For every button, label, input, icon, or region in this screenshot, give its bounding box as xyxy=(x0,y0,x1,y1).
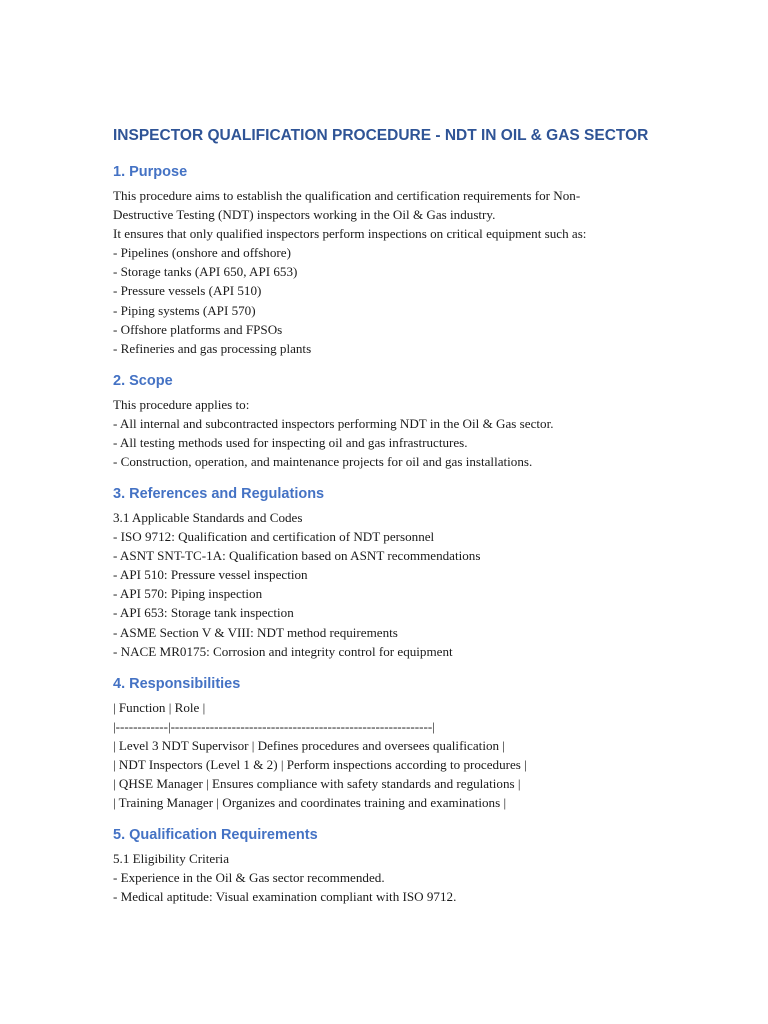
list-item: - Pressure vessels (API 510) xyxy=(113,283,262,299)
section-body xyxy=(113,849,673,906)
document-title: INSPECTOR QUALIFICATION PROCEDURE - NDT IN OIL & GAS SECTOR xyxy=(113,127,649,144)
section-heading: 3. References and Regulations xyxy=(113,486,325,502)
list-item: - Offshore platforms and FPSOs xyxy=(113,321,283,337)
body-line: 3.1 Applicable Standards and Codes xyxy=(113,510,303,525)
table-separator-row: |------------|------------------------------------------------------------| xyxy=(113,719,435,735)
section-body xyxy=(113,395,673,471)
table-row: | Level 3 NDT Supervisor | Defines procedures and oversees qualification | xyxy=(113,738,505,754)
list-item: - Refineries and gas processing plants xyxy=(113,340,312,356)
list-item: - Pipelines (onshore and offshore) xyxy=(113,245,291,261)
section-body xyxy=(113,186,673,358)
body-line: This procedure aims to establish the qualification and certification requirements for Non- xyxy=(113,188,581,203)
list-item: - Storage tanks (API 650, API 653) xyxy=(113,264,298,280)
section-heading: 1. Purpose xyxy=(113,164,188,180)
section-heading: 5. Qualification Requirements xyxy=(113,827,318,843)
list-item: - All internal and subcontracted inspectors performing NDT in the Oil & Gas sector. xyxy=(113,416,554,432)
list-item: - API 510: Pressure vessel inspection xyxy=(113,567,308,583)
responsibilities-table-text xyxy=(113,698,673,813)
section-responsibilities xyxy=(113,674,673,813)
list-item: - Experience in the Oil & Gas sector recommended. xyxy=(113,870,385,886)
document-page xyxy=(113,120,673,905)
section-purpose xyxy=(113,162,673,358)
list-item: - NACE MR0175: Corrosion and integrity control for equipment xyxy=(113,643,453,659)
list-item: - ASNT SNT-TC-1A: Qualification based on ASNT recommendations xyxy=(113,548,481,564)
table-header-row: | Function | Role | xyxy=(113,700,206,715)
section-scope xyxy=(113,371,673,471)
section-heading: 4. Responsibilities xyxy=(113,676,241,692)
list-item: - All testing methods used for inspecting oil and gas infrastructures. xyxy=(113,435,468,451)
section-qualification-requirements xyxy=(113,825,673,906)
body-line: 5.1 Eligibility Criteria xyxy=(113,851,230,866)
table-row: | NDT Inspectors (Level 1 & 2) | Perform inspections according to procedures | xyxy=(113,757,527,773)
body-line: It ensures that only qualified inspectors perform inspections on critical equipment such as: xyxy=(113,226,587,242)
list-item: - API 570: Piping inspection xyxy=(113,586,263,602)
list-item: - Construction, operation, and maintenance projects for oil and gas installations. xyxy=(113,454,533,470)
list-item: - Piping systems (API 570) xyxy=(113,302,256,318)
body-line: This procedure applies to: xyxy=(113,397,250,412)
table-row: | Training Manager | Organizes and coordinates training and examinations | xyxy=(113,795,507,811)
section-references xyxy=(113,484,673,661)
body-line: Destructive Testing (NDT) inspectors working in the Oil & Gas industry. xyxy=(113,207,496,223)
table-row: | QHSE Manager | Ensures compliance with safety standards and regulations | xyxy=(113,776,521,792)
list-item: - ISO 9712: Qualification and certification of NDT personnel xyxy=(113,529,435,545)
section-body xyxy=(113,508,673,661)
list-item: - API 653: Storage tank inspection xyxy=(113,605,294,621)
list-item: - Medical aptitude: Visual examination compliant with ISO 9712. xyxy=(113,889,457,905)
list-item: - ASME Section V & VIII: NDT method requirements xyxy=(113,624,398,640)
section-heading: 2. Scope xyxy=(113,373,173,389)
